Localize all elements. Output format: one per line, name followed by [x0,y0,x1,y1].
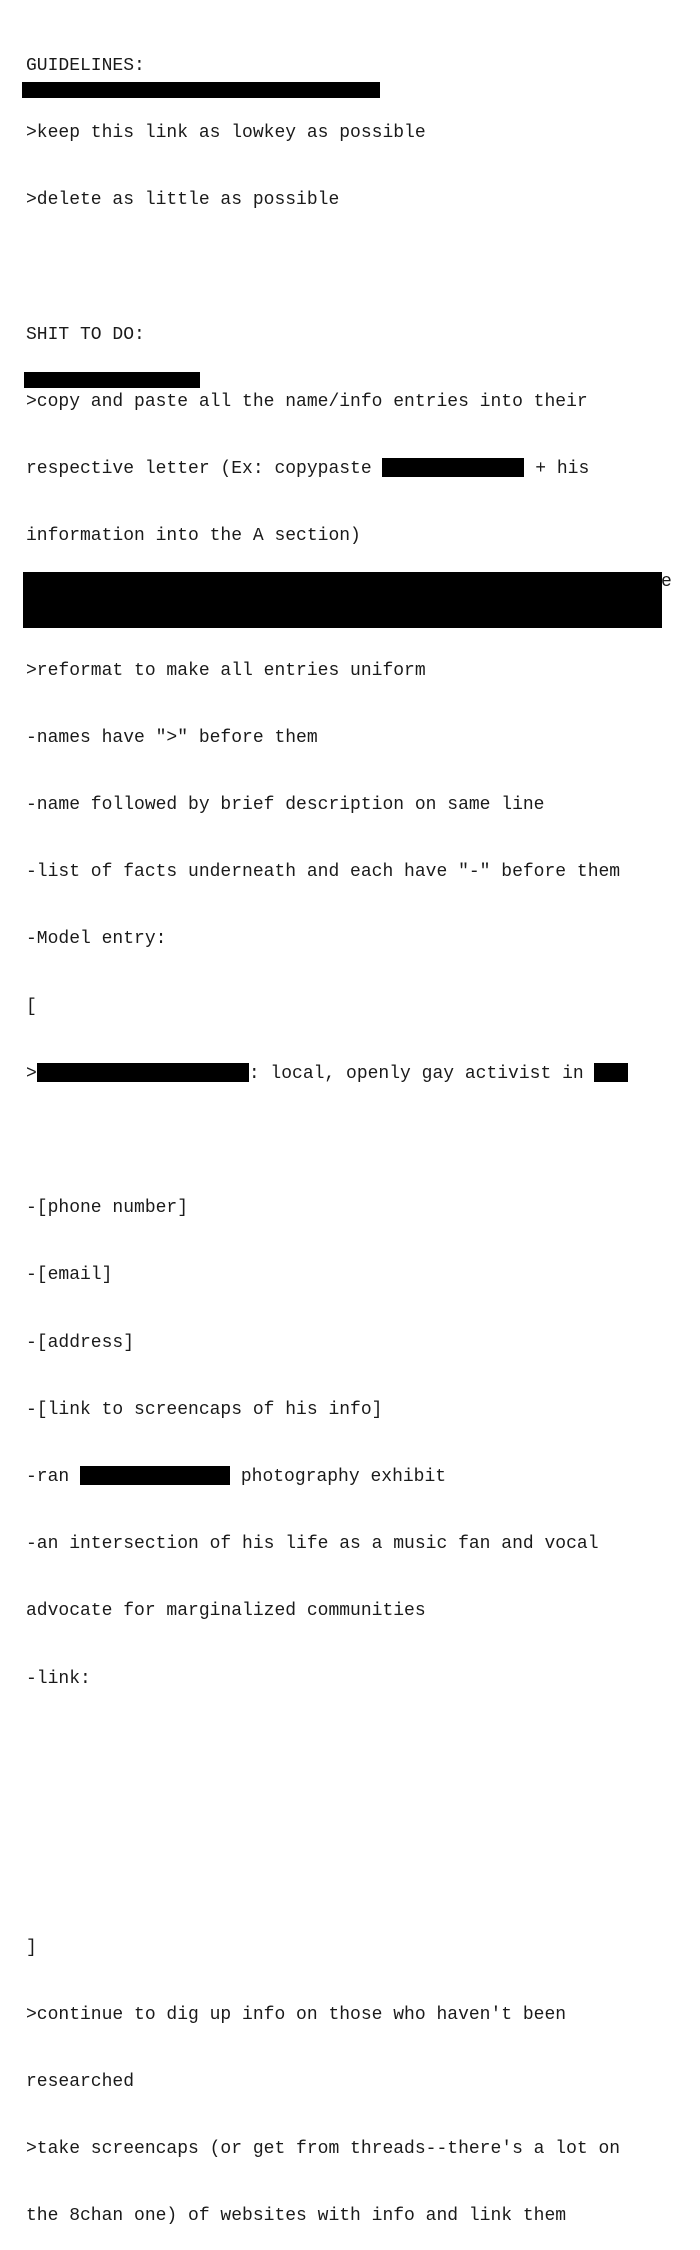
text-span: > [26,1063,37,1084]
guideline-item: >delete as little as possible [26,190,340,211]
model-entry-fact: -[address] [26,1332,135,1353]
text-span [372,459,383,479]
redaction-block [37,1063,249,1082]
todo-item-continued: researched [26,2071,135,2092]
todo-item: >reformat to make all entries uniform [26,660,426,681]
text-span: respective letter (Ex: copypaste [26,459,372,480]
document-text [26,10,686,2250]
text-span: + his [535,459,590,480]
model-entry-close-bracket: ] [26,1937,37,1958]
format-rule: -list of facts underneath and each have "-" before them [26,862,621,883]
text-span: : local, openly gay activist in [248,1063,584,1084]
format-rule: -names have ">" before them [26,727,318,748]
blank-line [26,1802,686,1824]
blank-line [26,1869,686,1891]
redaction-block [22,82,380,98]
text-span [584,1064,595,1084]
partially-visible-text: e [661,572,672,592]
model-entry-link-label: -link: [26,1668,91,1689]
heading-todo: SHIT TO DO: [26,324,145,345]
todo-item-continued: information into the A section) [26,526,361,547]
blank-line [26,1735,686,1757]
format-rule: -name followed by brief description on same line [26,795,545,816]
text-span [524,459,535,479]
todo-item-continued [26,458,686,480]
redaction-block [80,1466,230,1485]
model-entry-fact [26,1466,686,1488]
todo-item-continued: the 8chan one) of websites with info and link them [26,2206,567,2227]
blank-line [26,1130,686,1152]
text-span: -ran [26,1467,70,1488]
model-entry-fact-continued: advocate for marginalized communities [26,1601,426,1622]
text-span [69,1467,80,1487]
redaction-block [24,372,200,388]
blank-line [26,256,686,278]
model-entry-name-line [26,1063,686,1085]
todo-item: >copy and paste all the name/info entries into their [26,391,588,412]
text-span: photography exhibit [240,1467,447,1488]
model-entry-open-bracket: [ [26,996,37,1017]
todo-item: >continue to dig up info on those who haven't been [26,2004,567,2025]
redaction-block [382,458,524,477]
format-rule: -Model entry: [26,929,167,950]
text-span [230,1467,241,1487]
model-entry-fact: -[email] [26,1265,113,1286]
redaction-block-large [23,572,662,628]
model-entry-fact: -[phone number] [26,1198,189,1219]
todo-item: >take screencaps (or get from threads--there's a lot on [26,2139,621,2160]
model-entry-fact: -[link to screencaps of his info] [26,1399,383,1420]
heading-guidelines: GUIDELINES: [26,55,145,76]
model-entry-fact: -an intersection of his life as a music fan and vocal [26,1534,599,1555]
redaction-block [594,1063,628,1082]
guideline-item: >keep this link as lowkey as possible [26,123,426,144]
